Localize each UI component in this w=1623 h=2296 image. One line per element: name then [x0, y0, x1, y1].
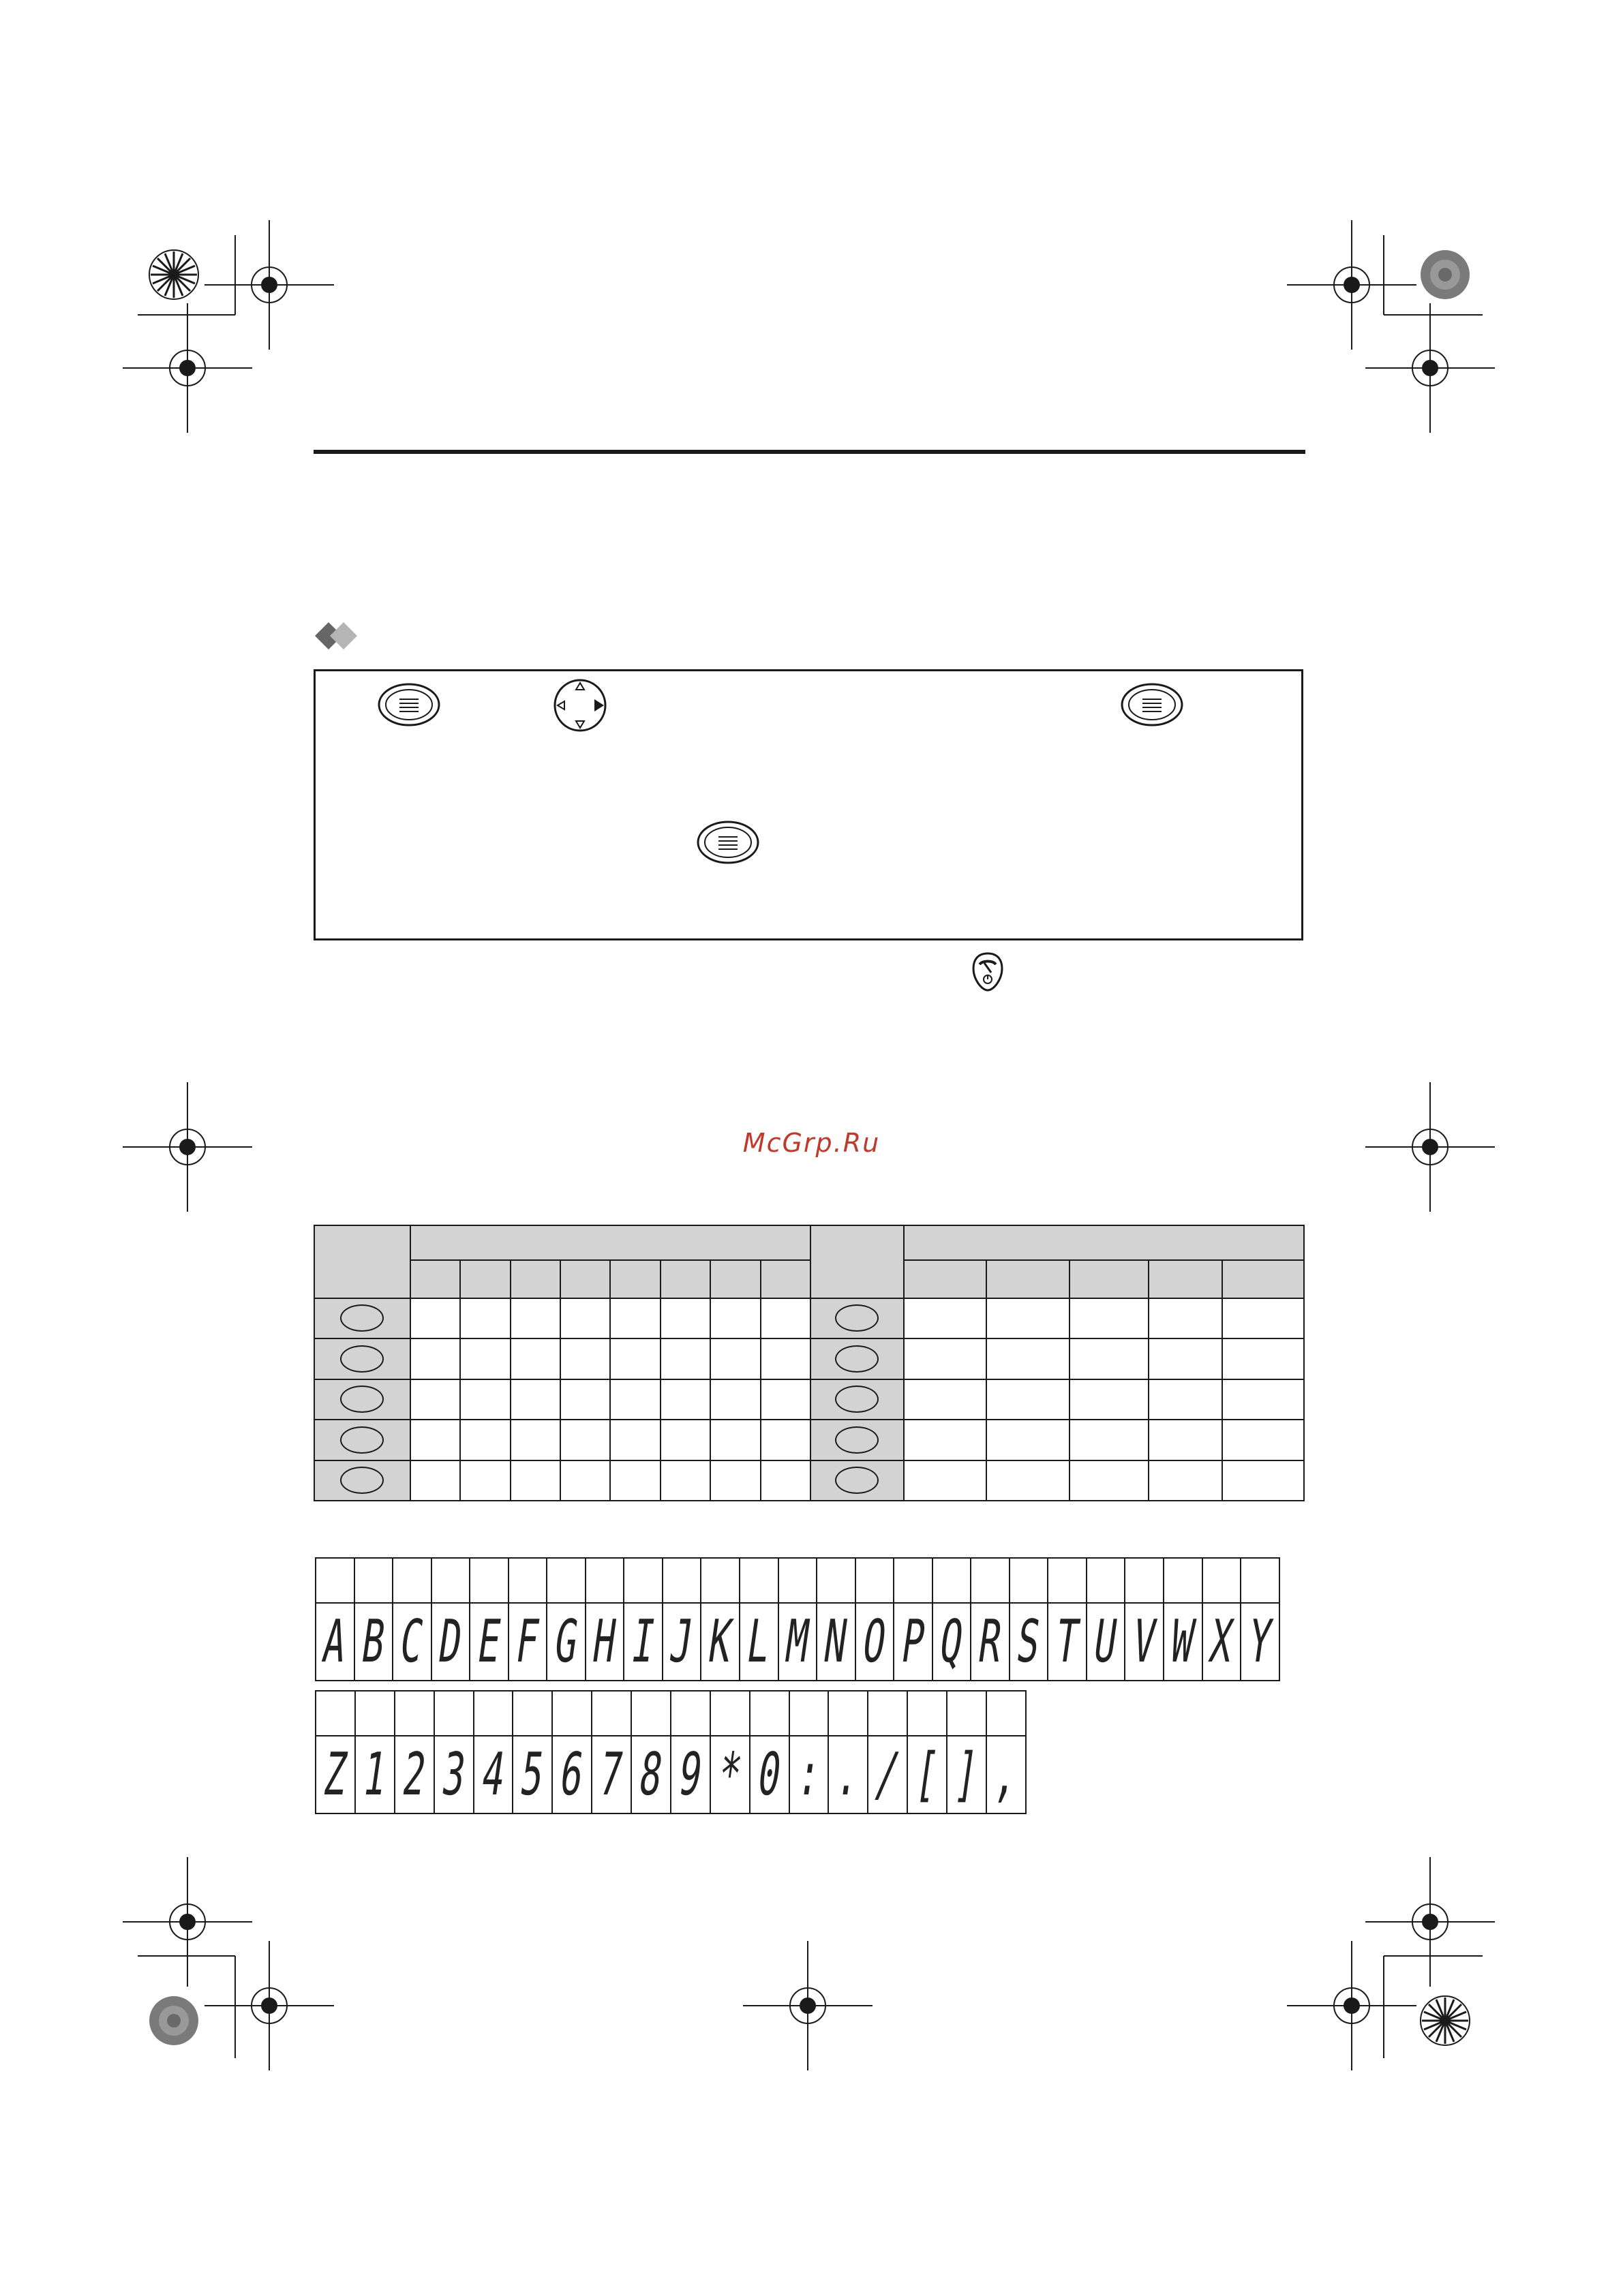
lcd-glyph: 2: [398, 1741, 430, 1809]
lcd-glyph: 8: [635, 1741, 667, 1809]
table-row: [314, 1379, 1304, 1420]
key-header-right: [810, 1225, 904, 1298]
lcd-glyph-cell: [663, 1603, 701, 1681]
lcd-header-cell: [431, 1558, 470, 1603]
key-button-icon: [340, 1345, 384, 1373]
lcd-glyph-cell: [316, 1736, 355, 1813]
lcd-header-cell: [1087, 1558, 1125, 1603]
table-row: [314, 1420, 1304, 1460]
key-cell: [314, 1420, 410, 1460]
lcd-header-cell: [986, 1691, 1026, 1736]
lcd-header-cell: [547, 1558, 586, 1603]
lcd-glyph-cell: [932, 1603, 971, 1681]
subheader-cell: [710, 1260, 760, 1298]
lcd-glyph-cell: [552, 1736, 592, 1813]
lcd-glyph-cell: [434, 1736, 474, 1813]
lcd-header-cell: [474, 1691, 513, 1736]
lcd-glyph: S: [1013, 1608, 1045, 1676]
table-row: [314, 1460, 1304, 1501]
key-cell: [314, 1298, 410, 1338]
lcd-glyph-cell: [750, 1736, 789, 1813]
lcd-glyph: Q: [935, 1608, 968, 1676]
chars-header-right: [904, 1225, 1304, 1260]
lcd-glyph-cell: [631, 1736, 671, 1813]
lcd-glyph-cell: [393, 1603, 431, 1681]
lcd-glyph-cell: [592, 1736, 631, 1813]
lcd-header-cell: [316, 1691, 355, 1736]
key-cell: [810, 1460, 904, 1501]
lcd-glyph-cell: [986, 1736, 1026, 1813]
lcd-glyph-cell: [828, 1736, 868, 1813]
subheader-cell: [661, 1260, 710, 1298]
key-cell: [810, 1338, 904, 1379]
key-button-icon: [340, 1467, 384, 1494]
lcd-glyph: Y: [1244, 1608, 1276, 1676]
lcd-header-cell: [932, 1558, 971, 1603]
lcd-glyph: 1: [359, 1741, 391, 1809]
lcd-glyph: A: [319, 1608, 351, 1676]
lcd-glyph: O: [858, 1608, 891, 1676]
lcd-glyph: K: [704, 1608, 736, 1676]
key-cell: [314, 1338, 410, 1379]
lcd-header-cell: [395, 1691, 434, 1736]
lcd-glyph: ,: [990, 1741, 1022, 1809]
lcd-header-cell: [355, 1691, 395, 1736]
lcd-glyph-cell: [740, 1603, 778, 1681]
lcd-glyph-cell: [395, 1736, 434, 1813]
lcd-glyph-cell: [355, 1736, 395, 1813]
lcd-glyph-cell: [710, 1736, 750, 1813]
lcd-glyph-cell: [894, 1603, 932, 1681]
lcd-header-cell: [971, 1558, 1010, 1603]
lcd-header-cell: [671, 1691, 710, 1736]
lcd-glyph-cell: [431, 1603, 470, 1681]
lcd-header-cell: [434, 1691, 474, 1736]
subheader-cell: [1222, 1260, 1304, 1298]
lcd-glyph-cell: [971, 1603, 1010, 1681]
menu-icon: [695, 819, 761, 866]
lcd-glyph-cell: [671, 1736, 710, 1813]
lcd-glyph: I: [627, 1608, 659, 1676]
lcd-glyph: B: [357, 1608, 389, 1676]
header-rule: [314, 450, 1305, 454]
lcd-glyph: 3: [438, 1741, 470, 1809]
subheader-cell: [460, 1260, 510, 1298]
lcd-header-cell: [586, 1558, 624, 1603]
lcd-glyph: L: [743, 1608, 775, 1676]
dpad-icon: [552, 677, 608, 733]
lcd-glyph: 9: [674, 1741, 706, 1809]
key-button-icon: [835, 1426, 879, 1454]
lcd-glyph-cell: [624, 1603, 663, 1681]
lcd-glyph: *: [714, 1741, 746, 1809]
lcd-glyph: 7: [595, 1741, 628, 1809]
lcd-header-cell: [592, 1691, 631, 1736]
lcd-header-cell: [855, 1558, 894, 1603]
lcd-glyph-cell: [868, 1736, 907, 1813]
lcd-header-cell: [828, 1691, 868, 1736]
lcd-character-table-1: [315, 1557, 1280, 1681]
lcd-glyph-cell: [1048, 1603, 1087, 1681]
lcd-glyph-cell: [586, 1603, 624, 1681]
section-diamonds-icon: [315, 619, 369, 653]
lcd-glyph: X: [1205, 1608, 1237, 1676]
lcd-glyph: M: [781, 1608, 813, 1676]
key-character-table: [314, 1225, 1305, 1501]
key-button-icon: [340, 1426, 384, 1454]
subheader-cell: [511, 1260, 560, 1298]
lcd-glyph: .: [832, 1741, 864, 1809]
phone-off-icon: [971, 951, 1005, 993]
lcd-glyph-cell: [701, 1603, 740, 1681]
lcd-header-cell: [789, 1691, 829, 1736]
lcd-header-cell: [701, 1558, 740, 1603]
lcd-glyph-cell: [817, 1603, 855, 1681]
key-cell: [810, 1379, 904, 1420]
lcd-glyph-cell: [513, 1736, 552, 1813]
key-cell: [810, 1298, 904, 1338]
lcd-header-cell: [1010, 1558, 1048, 1603]
lcd-header-cell: [631, 1691, 671, 1736]
lcd-glyph-cell: [1125, 1603, 1164, 1681]
lcd-header-cell: [624, 1558, 663, 1603]
lcd-glyph: V: [1128, 1608, 1160, 1676]
lcd-glyph-cell: [547, 1603, 586, 1681]
lcd-header-cell: [907, 1691, 947, 1736]
lcd-glyph-cell: [354, 1603, 393, 1681]
lcd-glyph-cell: [778, 1603, 817, 1681]
lcd-header-cell: [1241, 1558, 1279, 1603]
lcd-header-cell: [1202, 1558, 1241, 1603]
key-button-icon: [340, 1386, 384, 1413]
lcd-glyph-cell: [1202, 1603, 1241, 1681]
subheader-cell: [410, 1260, 460, 1298]
subheader-cell: [986, 1260, 1070, 1298]
lcd-header-cell: [513, 1691, 552, 1736]
table-row: [314, 1298, 1304, 1338]
lcd-glyph: N: [820, 1608, 852, 1676]
lcd-header-cell: [393, 1558, 431, 1603]
lcd-glyph: 6: [556, 1741, 588, 1809]
menu-icon: [1119, 682, 1185, 728]
lcd-character-table-2: [315, 1690, 1027, 1814]
lcd-glyph: R: [974, 1608, 1006, 1676]
lcd-glyph: :: [793, 1741, 825, 1809]
key-button-icon: [340, 1304, 384, 1332]
subheader-cell: [904, 1260, 987, 1298]
lcd-header-cell: [552, 1691, 592, 1736]
key-cell: [810, 1420, 904, 1460]
lcd-header-cell: [740, 1558, 778, 1603]
lcd-glyph: T: [1051, 1608, 1083, 1676]
lcd-header-cell: [778, 1558, 817, 1603]
subheader-cell: [610, 1260, 660, 1298]
key-button-icon: [835, 1386, 879, 1413]
lcd-header-cell: [1164, 1558, 1202, 1603]
lcd-glyph-cell: [470, 1603, 509, 1681]
key-cell: [314, 1460, 410, 1501]
lcd-header-cell: [663, 1558, 701, 1603]
lcd-glyph: 4: [477, 1741, 509, 1809]
lcd-header-cell: [354, 1558, 393, 1603]
lcd-header-cell: [470, 1558, 509, 1603]
key-button-icon: [835, 1304, 879, 1332]
lcd-header-cell: [710, 1691, 750, 1736]
subheader-cell: [1149, 1260, 1223, 1298]
key-button-icon: [835, 1345, 879, 1373]
key-cell: [314, 1379, 410, 1420]
lcd-glyph-cell: [789, 1736, 829, 1813]
watermark-text: McGrp.Ru: [742, 1128, 881, 1158]
lcd-header-cell: [750, 1691, 789, 1736]
lcd-glyph: W: [1167, 1608, 1199, 1676]
lcd-glyph: C: [396, 1608, 428, 1676]
lcd-glyph-cell: [1164, 1603, 1202, 1681]
lcd-glyph: G: [550, 1608, 582, 1676]
lcd-header-cell: [509, 1558, 547, 1603]
lcd-header-cell: [868, 1691, 907, 1736]
lcd-glyph: ]: [950, 1741, 983, 1809]
lcd-glyph: /: [872, 1741, 904, 1809]
lcd-header-cell: [947, 1691, 986, 1736]
lcd-glyph: 0: [753, 1741, 785, 1809]
key-header-left: [314, 1225, 410, 1298]
lcd-header-cell: [894, 1558, 932, 1603]
lcd-glyph: H: [589, 1608, 621, 1676]
lcd-glyph-cell: [855, 1603, 894, 1681]
lcd-glyph: Z: [319, 1741, 352, 1809]
lcd-glyph: 5: [517, 1741, 549, 1809]
lcd-header-cell: [1048, 1558, 1087, 1603]
lcd-header-cell: [817, 1558, 855, 1603]
lcd-glyph: J: [666, 1608, 698, 1676]
lcd-glyph-cell: [509, 1603, 547, 1681]
lcd-glyph-cell: [316, 1603, 354, 1681]
lcd-glyph-cell: [1241, 1603, 1279, 1681]
table-row: [314, 1338, 1304, 1379]
lcd-header-cell: [1125, 1558, 1164, 1603]
lcd-glyph-cell: [907, 1736, 947, 1813]
menu-icon: [376, 682, 442, 728]
lcd-glyph-cell: [947, 1736, 986, 1813]
key-button-icon: [835, 1467, 879, 1494]
subheader-cell: [761, 1260, 810, 1298]
subheader-cell: [560, 1260, 610, 1298]
chars-header-left: [410, 1225, 810, 1260]
lcd-glyph-cell: [1087, 1603, 1125, 1681]
lcd-glyph: D: [434, 1608, 466, 1676]
lcd-glyph: P: [897, 1608, 929, 1676]
lcd-glyph-cell: [474, 1736, 513, 1813]
lcd-glyph: E: [473, 1608, 505, 1676]
lcd-glyph: U: [1090, 1608, 1122, 1676]
lcd-glyph: F: [511, 1608, 544, 1676]
lcd-header-cell: [316, 1558, 354, 1603]
subheader-cell: [1070, 1260, 1149, 1298]
lcd-glyph-cell: [1010, 1603, 1048, 1681]
lcd-glyph: [: [911, 1741, 943, 1809]
